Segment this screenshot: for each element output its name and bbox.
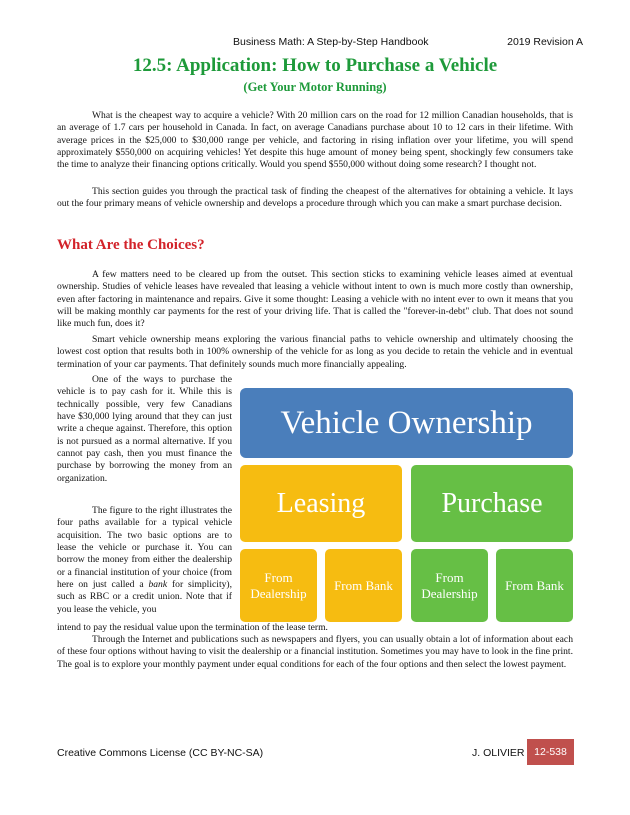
choices-paragraph-4-tail: intend to pay the residual value upon the termination of the lease term. (57, 622, 328, 633)
choices-paragraph-4-part-a: The figure to the right illustrates the four paths available for a typical vehicle acquisition. The two basic options are to lease the vehicle or purchase it. You can borrow the money from either the dealership or a financial institution of your choice (from here on just called a (57, 505, 232, 591)
vehicle-ownership-diagram (240, 388, 573, 623)
page-number-badge: 12-538 (527, 739, 574, 765)
author-label: J. OLIVIER (472, 747, 525, 759)
choices-paragraph-4 (57, 505, 232, 616)
book-title: Business Math: A Step-by-Step Handbook (233, 36, 429, 48)
choices-paragraph-2: Smart vehicle ownership means exploring the various financial paths to vehicle ownership and ultimately choosing the lowest cost option that results both in 100% ownership of the vehicle for as long as you decide to retain the vehicle and in eventual termination of your car payments. That definitely sounds much more financially appealing. (57, 334, 573, 370)
diagram-lease-dealership-box: From Dealership (240, 549, 317, 622)
choices-paragraph-4-part-b: for simplicity), such as RBC or a credit union. Note that if you lease the vehicle, you (57, 579, 232, 615)
diagram-purchase-bank-box: From Bank (496, 549, 573, 622)
section-subtitle: (Get Your Motor Running) (243, 80, 387, 94)
revision-label: 2019 Revision A (507, 36, 583, 48)
choices-paragraph-3: One of the ways to purchase the vehicle is to pay cash for it. While this is technically possible, very few Canadians have $30,000 lying around that they can just write a cheque against. Therefore, this option is not pursued as a normal alternative. If you cannot pay cash, then you must finance the purchase by borrowing the money from an organization. (57, 374, 232, 484)
license-label: Creative Commons License (CC BY-NC-SA) (57, 747, 264, 759)
choices-paragraph-5: Through the Internet and publications such as newspapers and flyers, you can usually obtain a lot of information about each of these four options without having to visit the dealership or a financial institution. Sometimes you may have to look in the fine print. The goal is to explore your monthly payment under equal conditions for each of the four options and then select the lowest payment. (57, 634, 573, 670)
choices-heading: What Are the Choices? (57, 237, 205, 253)
choices-paragraph-1: A few matters need to be cleared up from the outset. This section sticks to examining vehicle leases aimed at eventual ownership. Studies of vehicle leases have revealed that leasing a vehicle without intent to own is much more costly than ownership, even after factoring in maintenance and repairs. Give it some thought: Leasing a vehicle with no intent ever to own it means that you will be making monthly car payments for the rest of your driving life. That is called the "forever-in-debt" club. That does not sound like much fun, does it? (57, 269, 573, 330)
diagram-lease-bank-box: From Bank (325, 549, 402, 622)
section-title: 12.5: Application: How to Purchase a Vehicle (132, 55, 498, 76)
diagram-leasing-box: Leasing (240, 465, 402, 542)
diagram-root-box: Vehicle Ownership (240, 388, 573, 458)
bank-term: bank (148, 579, 168, 591)
diagram-purchase-box: Purchase (411, 465, 573, 542)
intro-paragraph-2: This section guides you through the practical task of finding the cheapest of the alternatives for obtaining a vehicle. It lays out the four primary means of vehicle ownership and develops a procedure through which you can make a smart purchase decision. (57, 186, 573, 210)
intro-paragraph-1: What is the cheapest way to acquire a vehicle? With 20 million cars on the road for 12 million Canadian households, that is an average of 1.7 cars per household in Canada. In fact, on average Canadians purchase about 10 to 12 cars in their lifetime. With average prices in the $25,000 to $30,000 range per vehicle, and factoring in rising inflation over your lifetime, you will spend approximately $550,000 on acquiring vehicles! Yet despite this huge amount of money being spent, shockingly few consumers take the time to analyze their financing options critically. Would you spend $550,000 without doing some research? I thought not. (57, 110, 573, 171)
diagram-purchase-dealership-box: From Dealership (411, 549, 488, 622)
